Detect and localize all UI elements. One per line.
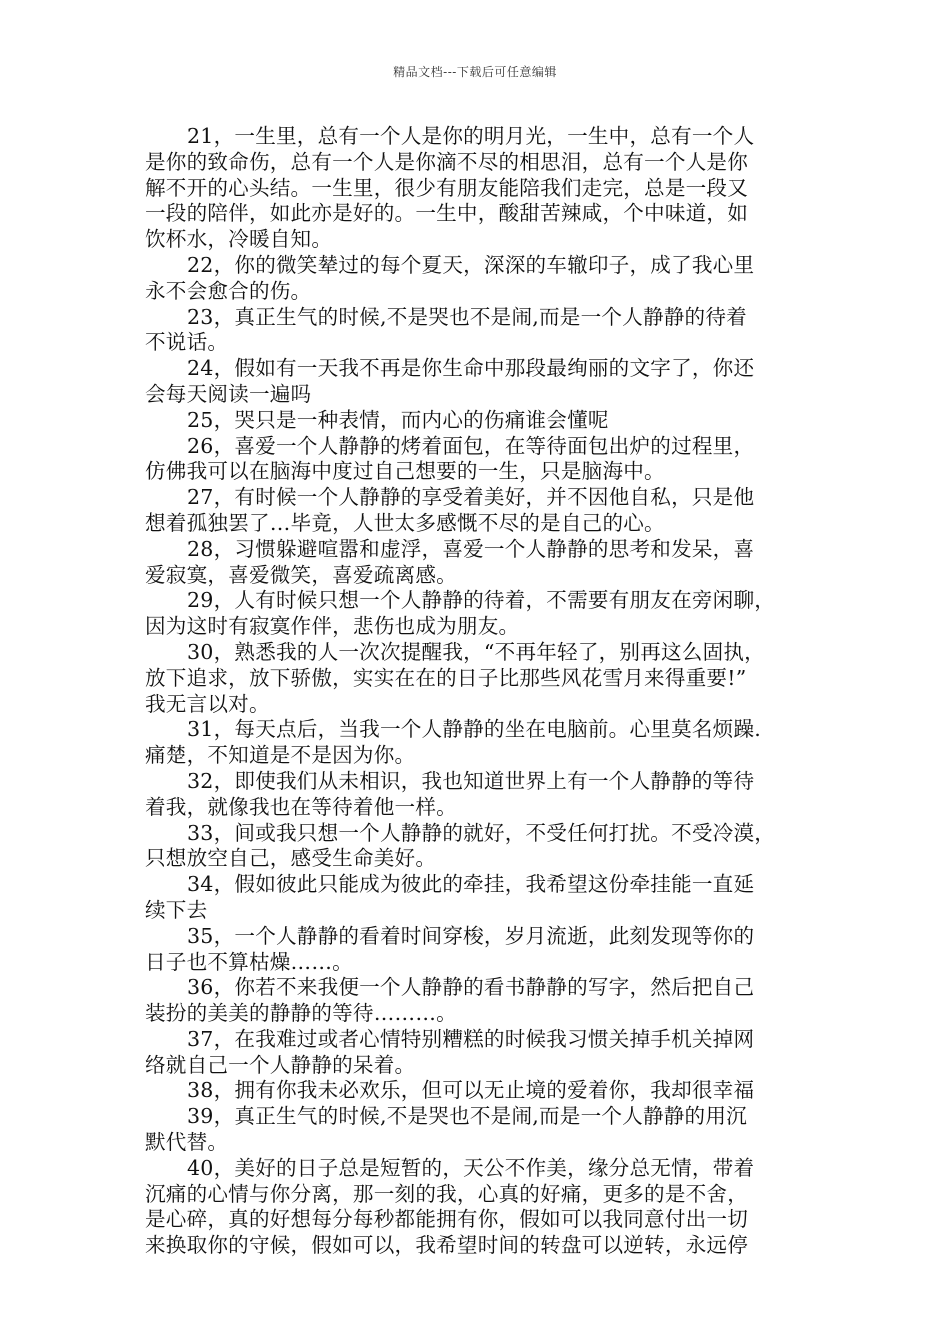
paragraph-40: 40，美好的日子总是短暂的，天公不作美，缘分总无情，带着 沉痛的心情与你分离，那一刻的我，心真的好痛，更多的是不舍， 是心碎，真的好想每分每秒都能拥有你，假如可以我同意付出一切 来换取你的守候，假如可以，我希望时间的转盘可以逆转，永远停 — [145, 1155, 755, 1258]
paragraph-28: 28，习惯躲避喧嚣和虚浮，喜爱一个人静静的思考和发呆，喜 爱寂寞，喜爱微笑，喜爱疏离感。 — [145, 536, 755, 587]
paragraph-31: 31，每天点后，当我一个人静静的坐在电脑前。心里莫名烦躁. 痛楚，不知道是不是因为你。 — [145, 717, 761, 768]
paragraph-37: 37，在我难过或者心情特别糟糕的时候我习惯关掉手机关掉网 络就自己一个人静静的呆着。 — [145, 1026, 755, 1077]
paragraph-35: 35，一个人静静的看着时间穿梭，岁月流逝，此刻发现等你的 日子也不算枯燥……。 — [145, 923, 755, 974]
paragraph-33: 33，间或我只想一个人静静的就好，不受任何打扰。不受冷漠， 只想放空自己，感受生命美好。 — [145, 820, 776, 871]
paragraph-29: 29，人有时候只想一个人静静的待着，不需要有朋友在旁闲聊， 因为这时有寂寞作伴，悲伤也成为朋友。 — [145, 588, 776, 639]
paragraph-34: 34，假如彼此只能成为彼此的牵挂，我希望这份牵挂能一直延 续下去 — [145, 872, 755, 922]
paragraph-23: 23，真正生气的时候,不是哭也不是闹,而是一个人静静的待着 不说话。 — [145, 304, 747, 355]
paragraph-21: 21，一生里，总有一个人是你的明月光，一生中，总有一个人 是你的致命伤，总有一个人是你滴不尽的相思泪，总有一个人是你 解不开的心头结。一生里，很少有朋友能陪我们走完，总是一段又 一段的陪伴，如此亦是好的。一生中，酸甜苦辣咸，个中味道，如 饮杯水，冷暖自知。 — [145, 124, 755, 252]
paragraph-24: 24，假如有一天我不再是你生命中那段最绚丽的文字了，你还 会每天阅读一遍吗 — [145, 356, 755, 406]
paragraph-27: 27，有时候一个人静静的享受着美好，并不因他自私，只是他 想着孤独罢了…毕竟，人世太多感慨不尽的是自己的心。 — [145, 485, 755, 535]
document-body — [145, 124, 825, 1259]
paragraph-39: 39，真正生气的时候,不是哭也不是闹,而是一个人静静的用沉 默代替。 — [145, 1104, 747, 1155]
page-header: 精品文档---下载后可任意编辑 — [393, 65, 557, 79]
paragraph-36: 36，你若不来我便一个人静静的看书静静的写字，然后把自己 装扮的美美的静静的等待………。 — [145, 975, 755, 1026]
paragraph-38: 38，拥有你我未必欢乐，但可以无止境的爱着你，我却很幸福 — [187, 1078, 755, 1103]
paragraph-25: 25，哭只是一种表情，而内心的伤痛谁会懂呢 — [187, 407, 609, 432]
paragraph-32: 32，即使我们从未相识，我也知道世界上有一个人静静的等待 着我，就像我也在等待着他一样。 — [145, 768, 755, 819]
paragraph-30: 30，熟悉我的人一次次提醒我，“不再年轻了，别再这么固执， 放下追求，放下骄傲，实实在在的日子比那些风花雪月来得重要!” 我无言以对。 — [145, 639, 765, 716]
paragraph-26: 26，喜爱一个人静静的烤着面包，在等待面包出炉的过程里， 仿佛我可以在脑海中度过自己想要的一生，只是脑海中。 — [145, 433, 755, 484]
paragraph-22: 22，你的微笑辇过的每个夏天，深深的车辙印子，成了我心里 永不会愈合的伤。 — [145, 252, 755, 303]
